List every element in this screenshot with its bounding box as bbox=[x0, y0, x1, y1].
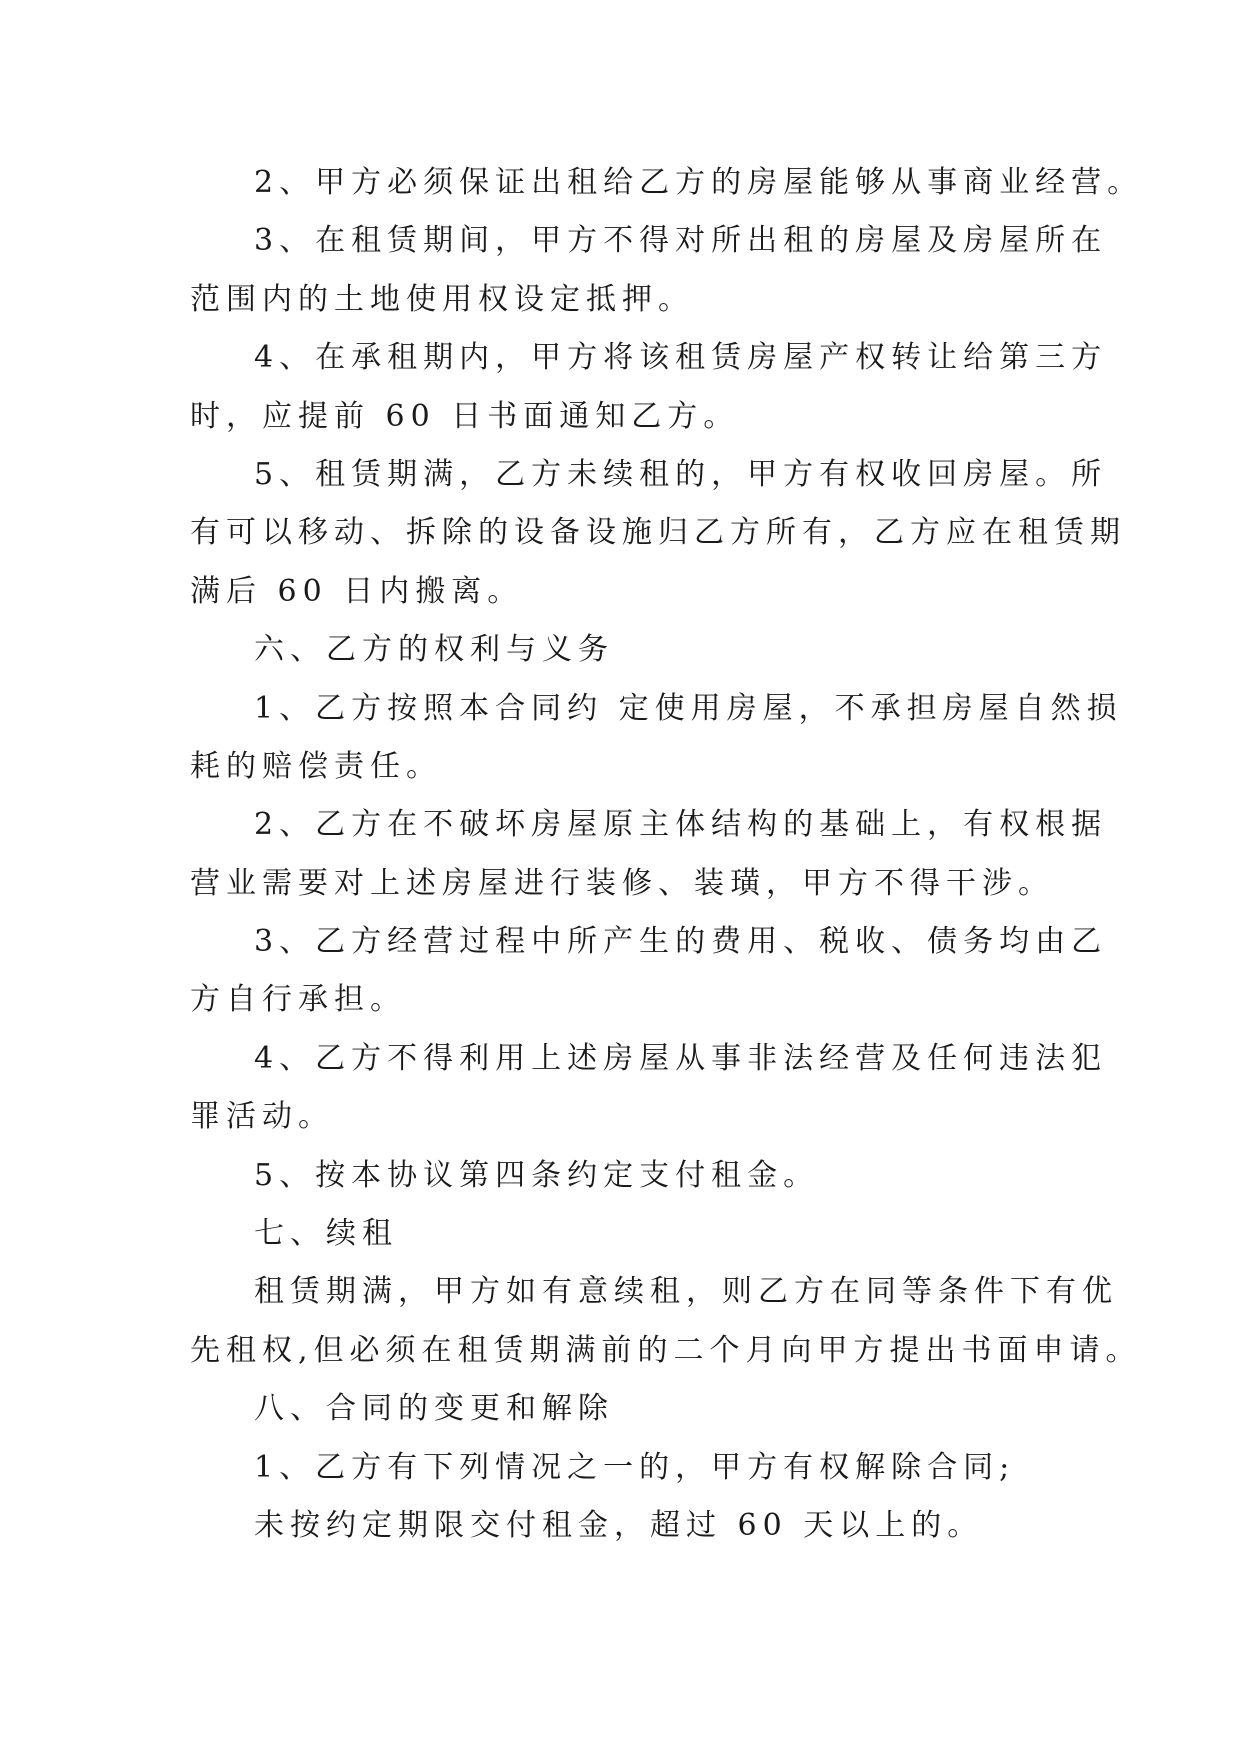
paragraph-line: 2、乙方在不破坏房屋原主体结构的基础上，有权根据 bbox=[254, 807, 1108, 843]
paragraph-line: 满后 60 日内搬离。 bbox=[190, 573, 524, 609]
paragraph-line: 方自行承担。 bbox=[190, 982, 406, 1018]
section-heading: 六、乙方的权利与义务 bbox=[254, 632, 614, 668]
section-heading: 八、合同的变更和解除 bbox=[254, 1391, 614, 1427]
paragraph-line: 租赁期满，甲方如有意续租，则乙方在同等条件下有优 bbox=[254, 1274, 1118, 1310]
paragraph-line: 时，应提前 60 日书面通知乙方。 bbox=[190, 398, 740, 434]
paragraph-line: 营业需要对上述房屋进行装修、装璜，甲方不得干涉。 bbox=[190, 865, 1054, 901]
paragraph-line: 4、乙方不得利用上述房屋从事非法经营及任何违法犯 bbox=[254, 1040, 1108, 1076]
paragraph-line: 未按约定期限交付租金，超过 60 天以上的。 bbox=[254, 1507, 984, 1543]
paragraph-line: 先租权,但必须在租赁期满前的二个月向甲方提出书面申请。 bbox=[190, 1332, 1142, 1368]
paragraph-line: 5、按本协议第四条约定支付租金。 bbox=[254, 1157, 820, 1193]
section-heading: 七、续租 bbox=[254, 1216, 398, 1252]
document-body bbox=[190, 154, 1144, 1555]
paragraph-line: 有可以移动、拆除的设备设施归乙方所有，乙方应在租赁期 bbox=[190, 515, 1126, 551]
paragraph-line: 耗的赔偿责任。 bbox=[190, 748, 442, 784]
paragraph-line: 范围内的土地使用权设定抵押。 bbox=[190, 281, 694, 317]
paragraph-line: 罪活动。 bbox=[190, 1099, 334, 1135]
paragraph-line: 3、乙方经营过程中所产生的费用、税收、债务均由乙 bbox=[254, 924, 1108, 960]
paragraph-line: 3、在租赁期间，甲方不得对所出租的房屋及房屋所在 bbox=[254, 223, 1108, 259]
paragraph-line: 5、租赁期满，乙方未续租的，甲方有权收回房屋。所 bbox=[254, 456, 1108, 492]
paragraph-line: 1、乙方有下列情况之一的，甲方有权解除合同; bbox=[254, 1449, 1016, 1485]
paragraph-line: 4、在承租期内，甲方将该租赁房屋产权转让给第三方 bbox=[254, 340, 1108, 376]
paragraph-line: 2、甲方必须保证出租给乙方的房屋能够从事商业经营。 bbox=[254, 165, 1144, 200]
paragraph-line: 1、乙方按照本合同约 定使用房屋，不承担房屋自然损 bbox=[254, 690, 1123, 726]
